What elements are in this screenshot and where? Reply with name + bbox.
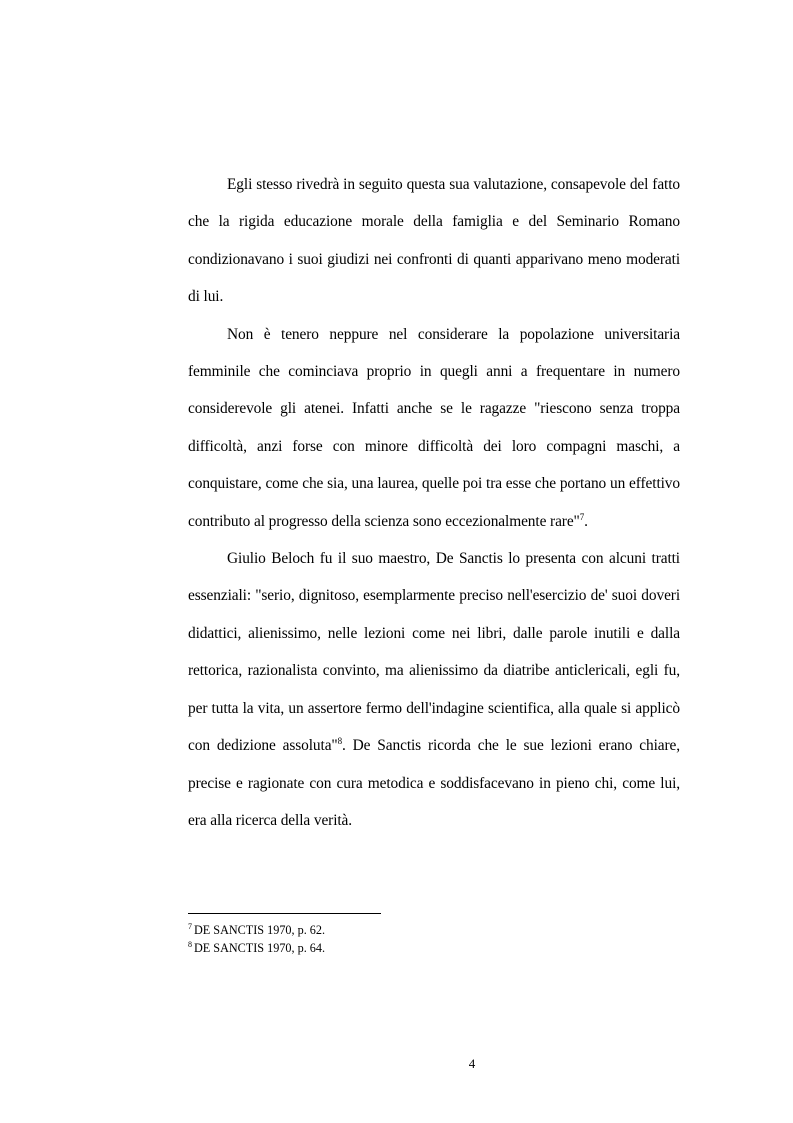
footnote-number: 8 — [188, 939, 192, 949]
paragraph-text: Non è tenero neppure nel considerare la popolazione universitaria femminile che cominciava proprio in quegli anni a frequentare in numero considerevole gli atenei. Infatti anche se le ragazze "riescono senza troppa difficoltà, anzi forse con minore difficoltà dei loro compagni maschi, a conquistare, come che sia, una laurea, quelle poi tra esse che portano un effettivo contributo al progresso della scienza sono eccezionalmente rare" — [188, 325, 680, 530]
paragraph — [188, 166, 680, 316]
paragraph-text: Giulio Beloch fu il suo maestro, De Sanctis lo presenta con alcuni tratti essenziali: "serio, dignitoso, esemplarmente preciso nell'esercizio de' suoi doveri didattici, alienissimo, nelle lezioni come nei libri, dalle parole inutili e dalla rettorica, razionalista convinto, ma alienissimo da diatribe anticlericali, egli fu, per tutta la vita, un assertore fermo dell'indagine scientifica, alla quale si applicò con dedizione assoluta" — [188, 550, 680, 755]
paragraph — [188, 316, 680, 540]
paragraph — [188, 540, 680, 839]
footnote-reference[interactable]: 7 — [579, 511, 585, 522]
paragraph-text-after: . — [584, 512, 588, 530]
page-number: 4 — [468, 1056, 476, 1071]
footnote-text: DE SANCTIS 1970, p. 62. — [194, 923, 326, 937]
footnote — [188, 921, 680, 939]
footnote — [188, 939, 680, 957]
paragraph-text-after: . De Sanctis ricorda che le sue lezioni erano chiare, precise e ragionate con cura metodica e soddisfacevano in pieno chi, come lui, era alla ricerca della verità. — [188, 737, 680, 829]
footnote-number: 7 — [188, 921, 192, 931]
footnotes — [188, 921, 680, 957]
footnote-text: DE SANCTIS 1970, p. 64. — [194, 941, 326, 955]
footnote-reference[interactable]: 8 — [337, 735, 343, 746]
paragraph-text: Egli stesso rivedrà in seguito questa sua valutazione, consapevole del fatto che la rigida educazione morale della famiglia e del Seminario Romano condizionavano i suoi giudizi nei confronti di quanti apparivano meno moderati di lui. — [188, 176, 680, 306]
body-text — [188, 166, 680, 839]
footnote-separator — [188, 913, 381, 914]
